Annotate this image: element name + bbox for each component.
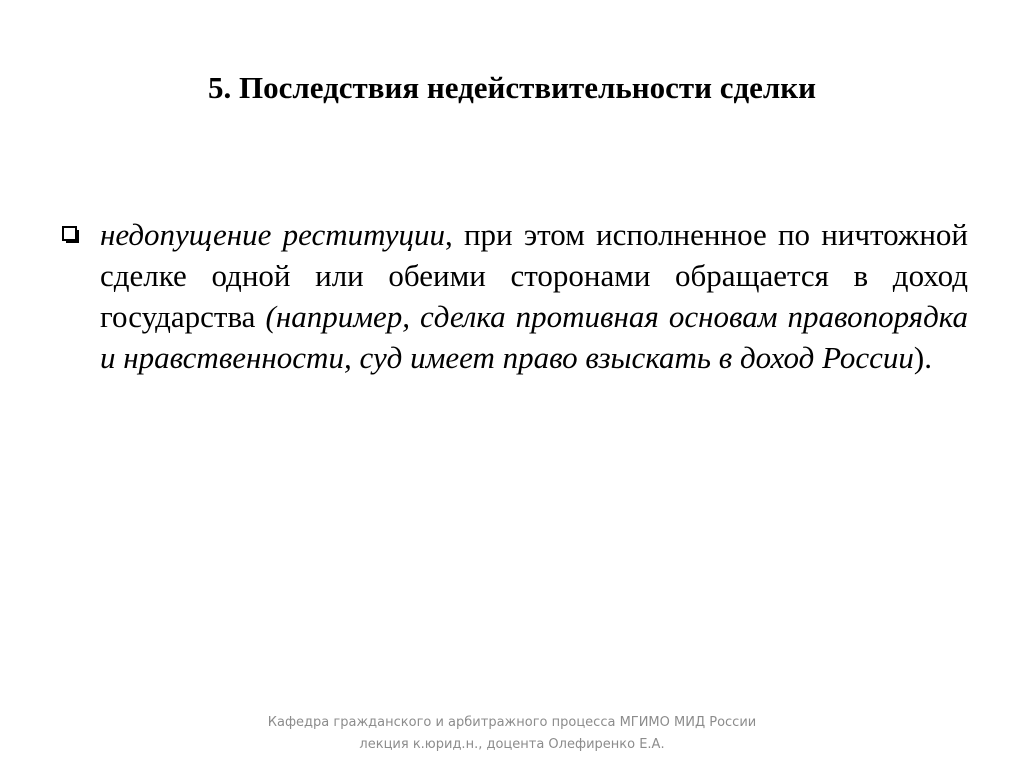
bullet-segment-regular-2: ). [913, 340, 932, 375]
footer-line-1: Кафедра гражданского и арбитражного процесса МГИМО МИД России [267, 715, 757, 730]
footer [0, 712, 1024, 756]
slide-title: 5. Последствия недействительности сделки [207, 70, 817, 105]
bullet-segment-regular-1: , при этом исполненное по ничтожной сделке одной или обеими сторонами обращается в доход государства [100, 217, 968, 334]
bullet-text [100, 214, 968, 378]
bullet-segment-italic-1: недопущение реституции [100, 217, 445, 252]
footer-line-2: лекция к.юрид.н., доцента Олефиренко Е.А. [359, 737, 665, 752]
bullet-item [62, 214, 968, 378]
checkbox-square-icon [62, 226, 80, 244]
bullet-segment-italic-2: (например, сделка противная основам правопорядка и нравственности, суд имеет право взыскать в доход России [100, 299, 968, 375]
